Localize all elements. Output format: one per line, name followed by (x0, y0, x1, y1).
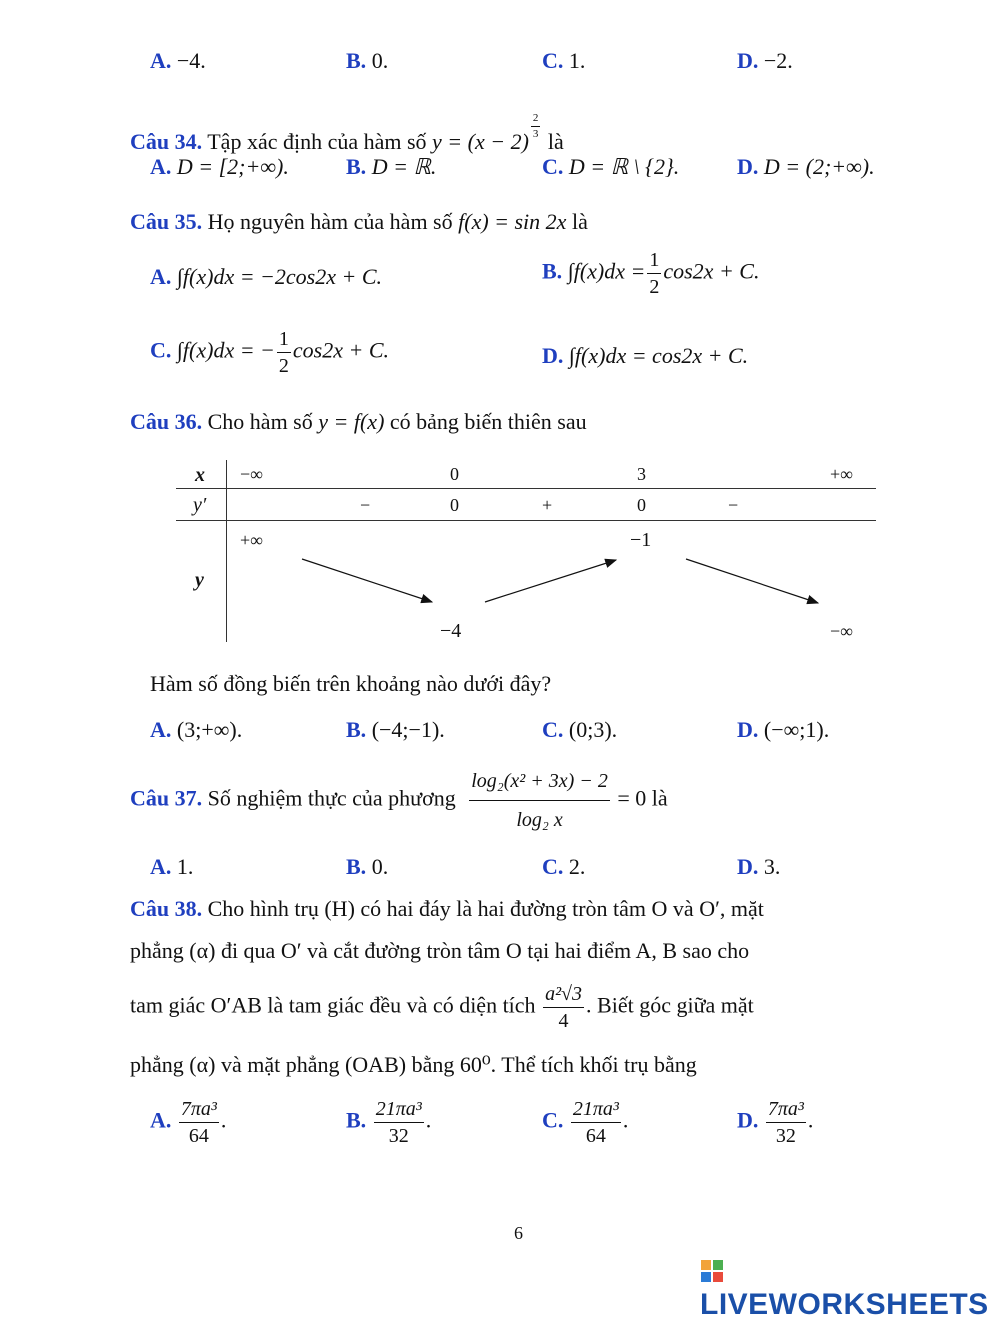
x-val: 3 (637, 464, 646, 484)
q38-text-3b: . Biết góc giữa mặt (586, 992, 754, 1018)
question-number: Câu 37. (130, 785, 203, 811)
q38-line3 (130, 983, 754, 1032)
dot: . (220, 1107, 227, 1133)
frac-den: log₂ x (516, 809, 563, 831)
q36-question: Hàm số đồng biến trên khoảng nào dưới đây? (150, 671, 552, 696)
q35-d (542, 345, 748, 367)
q38-a (150, 1098, 226, 1147)
q36-function: y = f(x) (318, 409, 385, 434)
q35-tail: là (571, 209, 588, 234)
q35-option-a: ∫f(x)dx = −2cos2x + C. (176, 264, 383, 289)
table-divider (226, 460, 227, 642)
q36-stem (130, 411, 587, 433)
label-d: D. (737, 854, 759, 879)
q34-option-b: D = ℝ. (371, 154, 437, 179)
q37-a (150, 856, 193, 878)
q34-a (150, 156, 289, 178)
label-b: B. (346, 854, 367, 879)
q34-c (542, 156, 679, 178)
q33-answers (150, 50, 206, 72)
question-number: Câu 38. (130, 896, 203, 921)
q35-b-fraction (647, 249, 661, 298)
x-val: +∞ (830, 464, 853, 484)
q36-option-a: (3;+∞). (176, 717, 243, 742)
x-val: 0 (450, 464, 459, 484)
q37-eq: = 0 (617, 785, 647, 811)
q35-function: f(x) = sin 2x (458, 209, 567, 234)
q37-option-b: 0. (371, 854, 389, 879)
question-number: Câu 34. (130, 129, 203, 154)
frac-den: 32 (775, 1125, 796, 1147)
q37-fraction (469, 770, 610, 831)
brand-name: LIVEWORKSHEETS (700, 1288, 989, 1321)
label-d: D. (737, 1107, 759, 1133)
exp-num: 2 (531, 113, 541, 127)
question-number: Câu 35. (130, 209, 203, 234)
yp-val: − (728, 495, 739, 515)
label-b: B. (346, 717, 367, 742)
q33-option-d: −2. (763, 48, 793, 73)
q37-d (737, 856, 780, 878)
label-c: C. (542, 48, 564, 73)
q35-text: Họ nguyên hàm của hàm số (207, 209, 453, 234)
q38-area-fraction (543, 983, 584, 1032)
label-c: C. (542, 717, 564, 742)
q36-tail: có bảng biến thiên sau (389, 409, 587, 434)
label-b: B. (346, 48, 367, 73)
brand-footer[interactable] (700, 1254, 1000, 1322)
q35-c-fraction (277, 328, 291, 377)
q33-option-b: 0. (371, 48, 389, 73)
q37-c (542, 856, 585, 878)
arrow-down (302, 559, 432, 602)
q34-exponent (531, 113, 541, 140)
table-yp-label: y′ (193, 494, 207, 516)
q33-b (346, 50, 388, 72)
q38-b (346, 1098, 431, 1147)
table-y-label: y (195, 569, 204, 591)
q34-tail: là (547, 129, 564, 154)
q34-option-d: D = (2;+∞). (763, 154, 875, 179)
arrow-down (686, 559, 818, 603)
q38-text-1: Cho hình trụ (H) có hai đáy là hai đường tròn tâm O và O′, mặt (207, 896, 764, 921)
q36-c (542, 719, 617, 741)
q35-c (150, 328, 389, 377)
yp-val: − (360, 495, 371, 515)
frac-den: 2 (649, 276, 660, 298)
q36-option-d: (−∞;1). (763, 717, 830, 742)
q33-option-c: 1. (568, 48, 586, 73)
label-d: D. (542, 343, 564, 368)
q34-option-c: D = ℝ \ {2}. (568, 154, 680, 179)
frac-den: 4 (558, 1010, 569, 1032)
frac-num: 1 (647, 249, 661, 274)
label-c: C. (150, 337, 172, 363)
q38-d-fraction (766, 1098, 806, 1147)
q36-a (150, 719, 242, 741)
q35-b (542, 249, 759, 298)
dot: . (425, 1107, 432, 1133)
dot: . (622, 1107, 629, 1133)
q37-option-c: 2. (568, 854, 586, 879)
frac-den: 2 (278, 355, 289, 377)
q35-b-post: cos2x + C. (663, 258, 760, 284)
label-d: D. (737, 48, 759, 73)
frac-num: 21πa³ (571, 1098, 621, 1123)
y-val: −1 (630, 529, 652, 551)
q36-d (737, 719, 829, 741)
q36-text: Cho hàm số (207, 409, 313, 434)
q38-line1 (130, 898, 764, 920)
q35-a (150, 266, 382, 288)
q34-b (346, 156, 436, 178)
question-number: Câu 36. (130, 409, 203, 434)
label-a: A. (150, 1107, 172, 1133)
q33-option-a: −4. (176, 48, 206, 73)
label-a: A. (150, 264, 172, 289)
arrow-up (485, 560, 616, 602)
frac-num: log₂(x² + 3x) − 2 (469, 770, 610, 801)
y-val: −∞ (830, 621, 853, 641)
q38-text-4: phẳng (α) và mặt phẳng (OAB) bằng 60⁰. Thể tích khối trụ bằng (130, 1052, 697, 1077)
q34-text: Tập xác định của hàm số (207, 129, 427, 154)
table-line-1 (176, 488, 876, 489)
label-c: C. (542, 1107, 564, 1133)
q37-option-d: 3. (763, 854, 781, 879)
frac-den: 64 (188, 1125, 209, 1147)
q34-option-a: D = [2;+∞). (176, 154, 289, 179)
label-d: D. (737, 154, 759, 179)
label-a: A. (150, 154, 172, 179)
frac-num: 7πa³ (766, 1098, 806, 1123)
q34-stem (130, 113, 564, 153)
yp-val: + (542, 495, 553, 515)
q36-b (346, 719, 445, 741)
q38-c-fraction (571, 1098, 621, 1147)
q33-d (737, 50, 793, 72)
yp-val: 0 (637, 495, 646, 515)
q37-option-a: 1. (176, 854, 194, 879)
q35-option-d: ∫f(x)dx = cos2x + C. (568, 343, 749, 368)
frac-den: 32 (388, 1125, 409, 1147)
q37-stem (130, 770, 668, 831)
q38-text-3: tam giác O′AB là tam giác đều và có diện tích (130, 992, 536, 1018)
q36-option-c: (0;3). (568, 717, 618, 742)
q35-c-pre: ∫f(x)dx = − (176, 337, 275, 363)
q37-tail: là (651, 785, 668, 811)
q34-d (737, 156, 875, 178)
label-d: D. (737, 717, 759, 742)
label-b: B. (542, 258, 563, 284)
frac-num: 1 (277, 328, 291, 353)
y-val: −4 (440, 620, 462, 642)
frac-num: a²√3 (543, 983, 584, 1008)
q37-text: Số nghiệm thực của phương (207, 785, 456, 811)
label-a: A. (150, 48, 172, 73)
table-line-2 (176, 520, 876, 521)
label-c: C. (542, 154, 564, 179)
exp-den: 3 (532, 128, 539, 140)
x-val: −∞ (240, 464, 263, 484)
q38-c (542, 1098, 628, 1147)
q38-text-2: phẳng (α) đi qua O′ và cắt đường tròn tâm O tại hai điểm A, B sao cho (130, 938, 750, 963)
q35-stem (130, 211, 588, 233)
frac-num: 7πa³ (179, 1098, 219, 1123)
table-x-label: x (195, 464, 205, 486)
q38-d (737, 1098, 813, 1147)
q38-b-fraction (374, 1098, 424, 1147)
label-a: A. (150, 717, 172, 742)
q36-option-b: (−4;−1). (371, 717, 445, 742)
frac-num: 21πa³ (374, 1098, 424, 1123)
y-val: +∞ (240, 530, 263, 550)
q34-function: y = (x − 2) (432, 129, 529, 154)
liveworksheets-logo-icon (700, 1259, 724, 1283)
frac-den: 64 (585, 1125, 606, 1147)
q33-c (542, 50, 585, 72)
q38-a-fraction (179, 1098, 219, 1147)
q37-b (346, 856, 388, 878)
label-a: A. (150, 854, 172, 879)
label-b: B. (346, 1107, 367, 1133)
yp-val: 0 (450, 495, 459, 515)
q35-c-post: cos2x + C. (292, 337, 390, 363)
page-number: 6 (514, 1223, 523, 1243)
label-c: C. (542, 854, 564, 879)
label-b: B. (346, 154, 367, 179)
q35-b-pre: ∫f(x)dx = (567, 258, 646, 284)
dot: . (807, 1107, 814, 1133)
